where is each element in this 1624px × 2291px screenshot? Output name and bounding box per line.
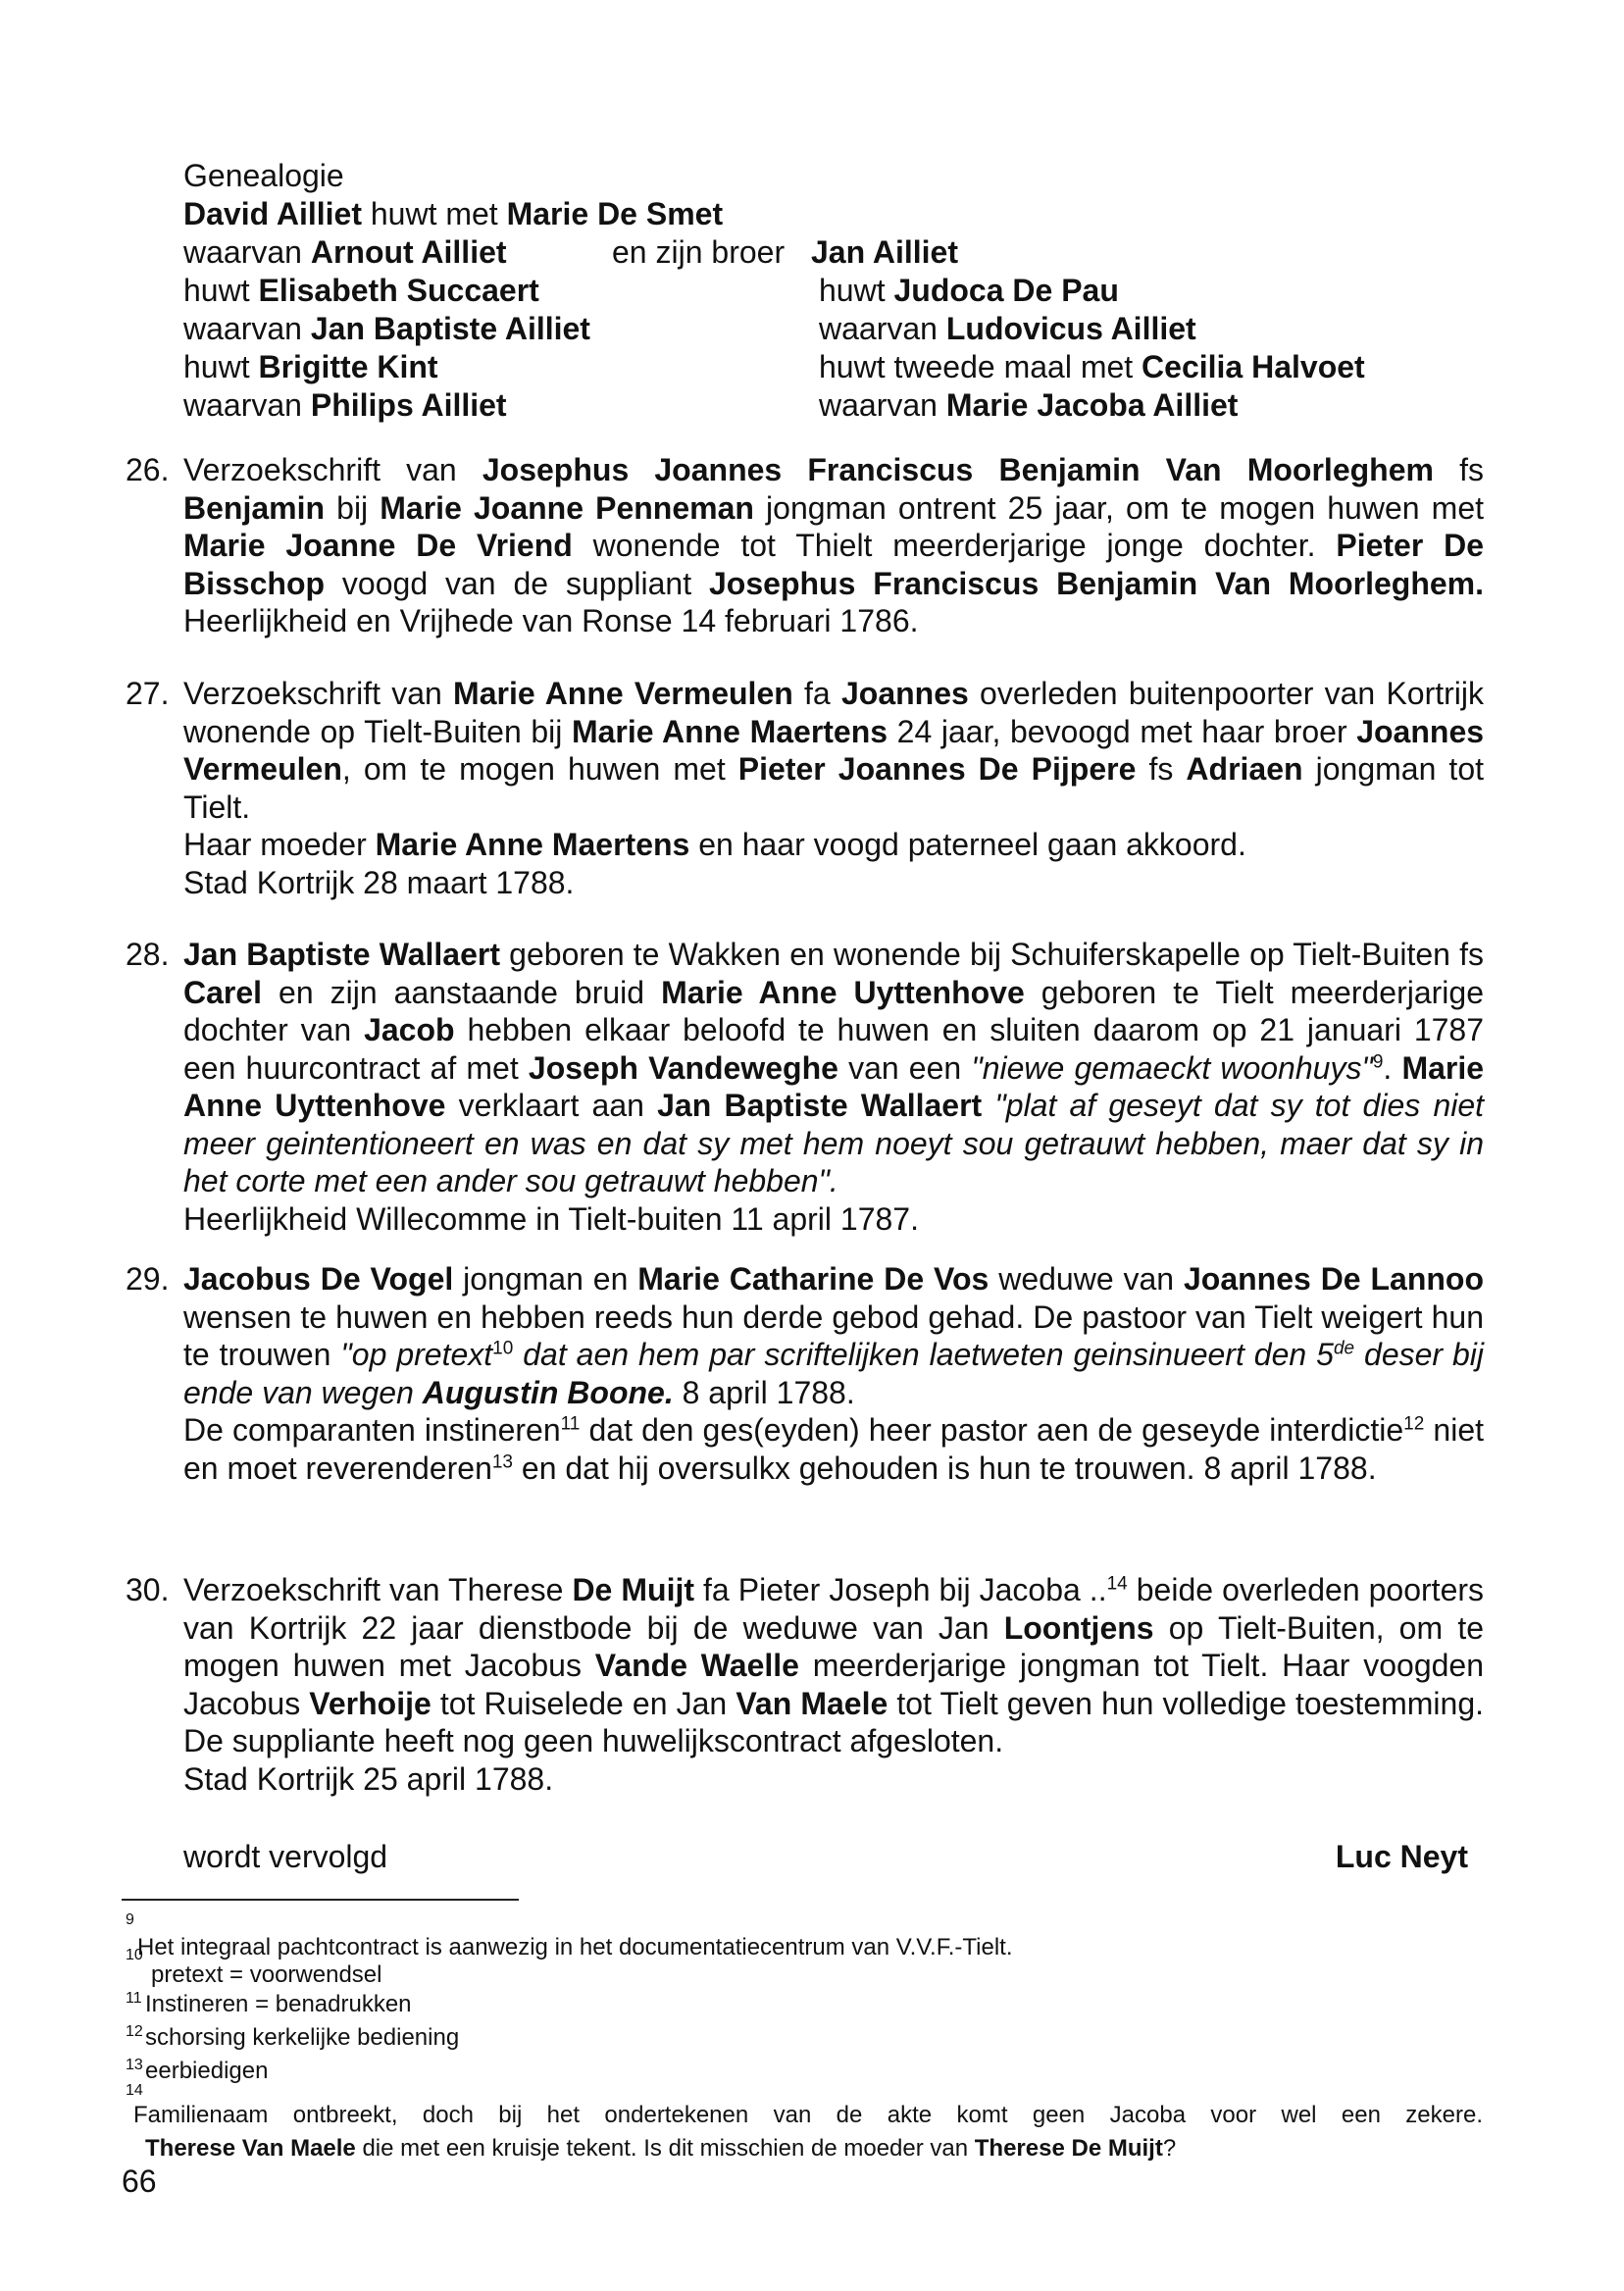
footnote-ref: 9 [1372,1050,1384,1072]
genealogy-heading: Genealogie [183,158,344,193]
entry-26 [126,451,1484,640]
entry-text: Verzoekschrift van Marie Anne Vermeulen fa Joannes overleden buitenpoorter van Kortrijk wonende op Tielt-Buiten bij Marie Anne Maertens 24 jaar, bevoogd met haar broer Joannes Vermeulen, om te mogen huwen met Pieter Joannes De Pijpere fs Adriaen jongman tot Tielt. Haar moeder Marie Anne Maertens en haar voogd paterneel gaan akkoord. Stad Kortrijk 28 maart 1788. [183,676,1485,900]
entry-text: Verzoekschrift van Therese De Muijt fa Pieter Joseph bij Jacoba ..$^{14}$ beide overleden poorters van Kortrijk 22 jaar dienstbode bij de weduwe van Jan Loontjens op Tielt-Buiten, om te mogen huwen met Jacobus Vande Waelle meerderjarige jongman tot Tielt. Haar voogden Jacobus Verhoije tot Ruiselede en Jan Van Maele tot Tielt geven hun volledige toestemming. De suppliante heeft nog geen huwelijkscontract afgesloten. Stad Kortrijk 25 april 1788. [183,1572,1485,1797]
footnote: 12 schorsing kerkelijke bediening [126,2023,460,2051]
footnote: 9 Het integraal pachtcontract is aanwezig in het documentatiecentrum van V.V.F.-Tielt. [126,1911,1013,1960]
entry-text: Jan Baptiste Wallaert geboren te Wakken en wonende bij Schuiferskapelle op Tielt-Buiten fs Carel en zijn aanstaande bruid Marie Anne Uyttenhove geboren te Tielt meerderjarige dochter van Jacob hebben elkaar beloofd te huwen en sluiten daarom op 21 januari 1787 een huurcontract af met Joseph Vandeweghe van een "niewe gemaeckt woonhuys"$^9$. Marie Anne Uyttenhove verklaart aan Jan Baptiste Wallaert "plat af geseyt dat sy tot dies niet meer geintentioneert en was en dat sy met hem noeyt sou getrauwt hebben, maer dat sy in het corte met een ander sou getrauwt hebben". Heerlijkheid Willecomme in Tielt-buiten 11 april 1787. [183,937,1485,1237]
entry-28 [126,936,1484,1238]
entry-number: 30. [126,1572,170,1607]
genealogy-line: waarvan Philips Ailliet waarvan Marie Jacoba Ailliet [183,387,1239,423]
entry-29 [126,1260,1484,1487]
footnote-ref: 11 [560,1413,581,1435]
entry-text: Jacobus De Vogel jongman en Marie Catharine De Vos weduwe van Joannes De Lannoo wensen te huwen en hebben reeds hun derde gebod gehad. De pastoor van Tielt weigert hun te trouwen "op pretext$^{10}$ dat aen hem par scriftelijken laetweten geinsinueert den 5de deser bij ende van wegen Augustin Boone. 8 april 1788. De comparanten instineren$^{11}$ dat den ges(eyden) heer pastor aen de geseyde interdictie$^{12}$ niet en moet reverenderen$^{13}$ en dat hij oversulkx gehouden is hun te trouwen. 8 april 1788. [183,1261,1485,1486]
footnote-ref: 10 [492,1338,514,1359]
entry-number: 29. [126,1261,170,1297]
genealogy-block [183,157,1458,425]
entry-number: 26. [126,452,170,487]
footnote: 11 Instineren = benadrukken [126,1990,412,2017]
footnote: 13 eerbiedigen [126,2057,269,2084]
entry-number: 28. [126,937,170,972]
genealogy-line: huwt Brigitte Kint huwt tweede maal met Cecilia Halvoet [183,349,1365,384]
page-number: 66 [122,2164,157,2199]
footnote: 10 pretext = voorwendsel [126,1947,382,1988]
genealogy-line: David Ailliet huwt met Marie De Smet [183,196,724,231]
genealogy-line: huwt Elisabeth Succaert huwt Judoca De Pau [183,273,1119,308]
closing-line [183,1839,1468,1875]
author-name: Luc Neyt [1335,1839,1468,1874]
footnote-divider [122,1899,519,1901]
footnote-ref: 13 [491,1451,513,1472]
genealogy-line: waarvan Jan Baptiste Ailliet waarvan Ludovicus Ailliet [183,311,1196,346]
genealogy-line: waarvan Arnout Ailliet en zijn broer Jan Ailliet [183,234,958,270]
entry-30 [126,1571,1484,1798]
footnote-ref: 14 [1106,1573,1128,1595]
footnote-ref: 12 [1403,1413,1425,1435]
continued-note: wordt vervolgd [183,1839,388,1874]
footnote-14: 14 Familienaam ontbreekt, doch bij het ondertekenen van de akte komt geen Jacoba voor wel een zekere. Therese Van Maele die met een kruisje tekent. Is dit misschien de moeder van Therese De Muijt? [126,2082,1483,2162]
entry-27 [126,675,1484,901]
entry-text: Verzoekschrift van Josephus Joannes Franciscus Benjamin Van Moorleghem fs Benjamin bij Marie Joanne Penneman jongman ontrent 25 jaar, om te mogen huwen met Marie Joanne De Vriend wonende tot Thielt meerderjarige jonge dochter. Pieter De Bisschop voogd van de suppliant Josephus Franciscus Benjamin Van Moorleghem. Heerlijkheid en Vrijhede van Ronse 14 februari 1786. [183,452,1485,638]
entry-number: 27. [126,676,170,711]
